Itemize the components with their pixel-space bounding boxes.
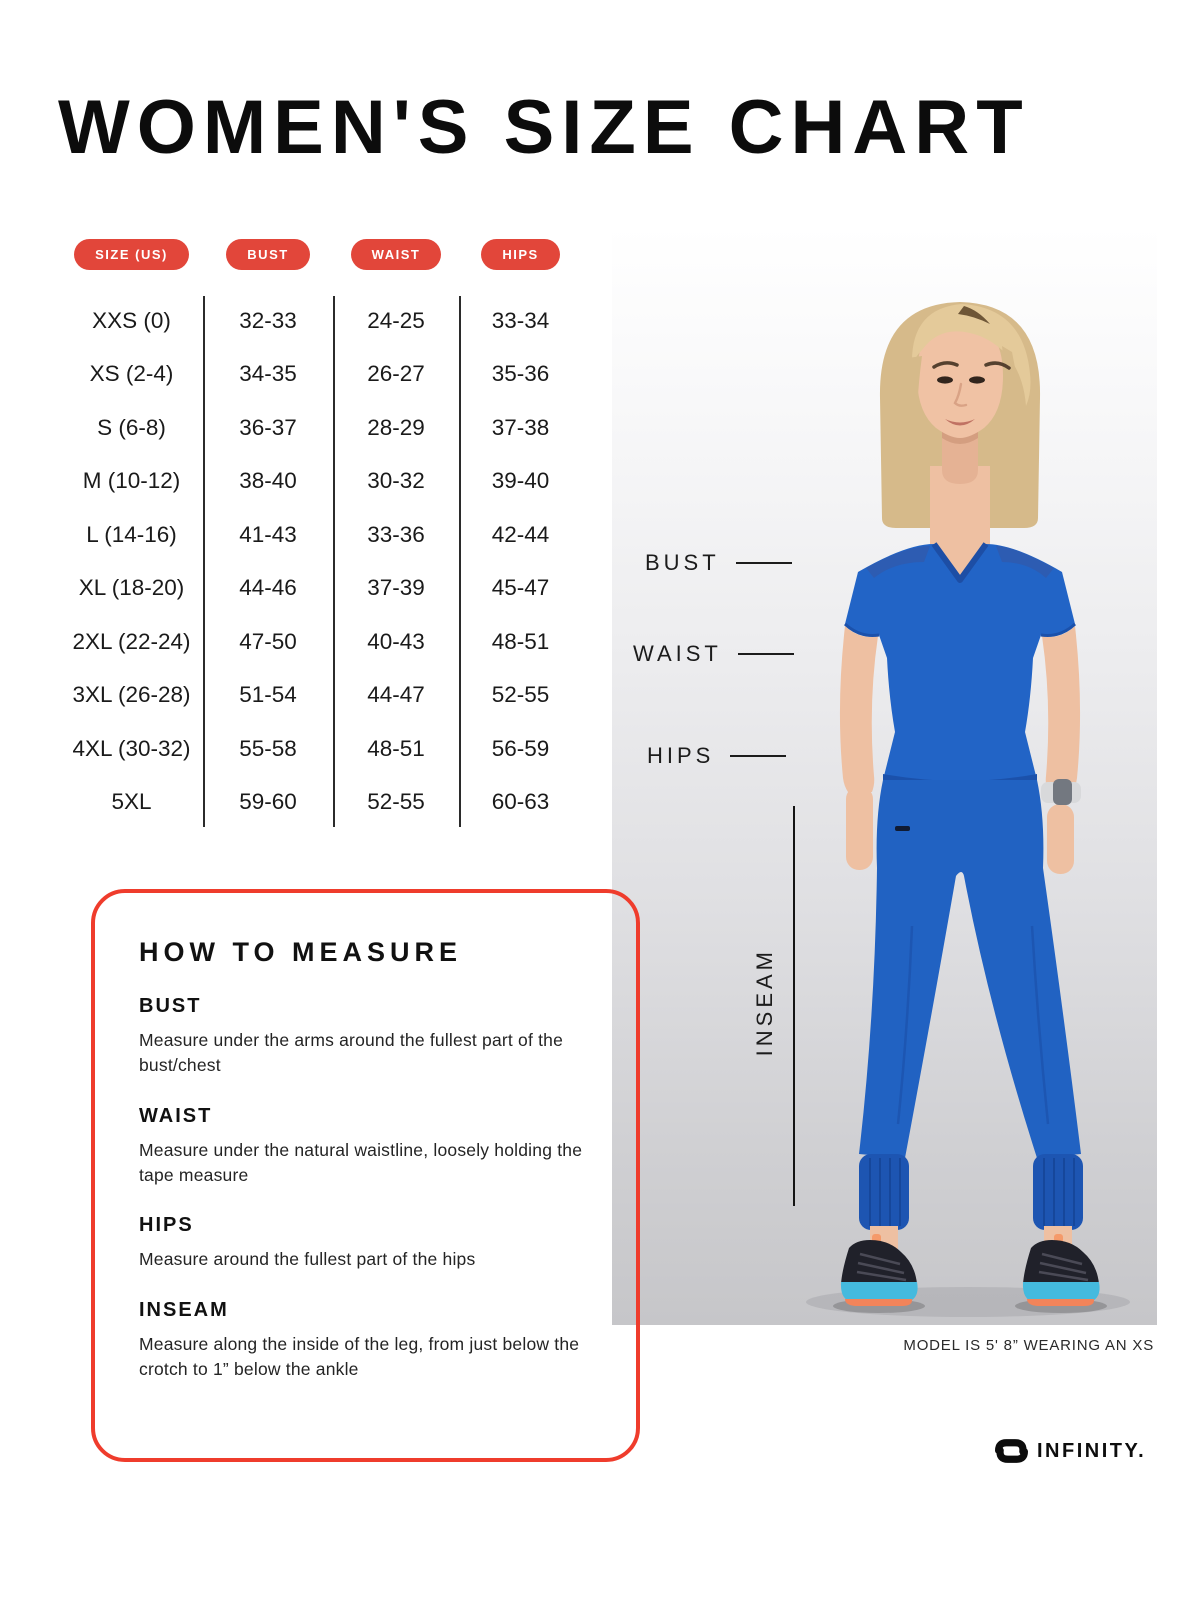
model-caption: MODEL IS 5' 8” WEARING AN XS [903,1337,1154,1354]
measure-section-inseam [139,1299,596,1382]
cell-waist: 24-25 [367,307,425,333]
hips-pointer-label: HIPS [647,743,715,768]
cell-waist: 48-51 [367,735,425,761]
cell-waist: 28-29 [367,414,425,440]
table-row [60,508,582,562]
measure-section-label: BUST [139,995,202,1017]
measure-section-waist [139,1105,596,1188]
cell-bust: 32-33 [239,307,297,333]
table-row [60,776,582,830]
bust-pointer [645,550,792,576]
waist-pointer [633,641,794,667]
size-table-header [60,236,582,272]
cell-hips: 52-55 [491,682,550,708]
measure-section-text: Measure under the arms around the fullest part of the bust/chest [139,1030,564,1075]
header-pill-hips: HIPS [481,239,559,270]
cell-hips: 45-47 [491,575,550,601]
cell-hips: 48-51 [491,628,550,654]
cell-size: 4XL (30-32) [72,735,191,761]
inseam-pointer-label: INSEAM [752,948,777,1057]
brand-wordmark: INFINITY. [1037,1439,1147,1462]
how-to-measure-box [91,889,640,1462]
cell-bust: 34-35 [239,361,297,387]
cell-bust: 41-43 [239,521,297,547]
table-divider [203,296,205,827]
header-pill-size: SIZE (US) [74,239,189,270]
size-table-body [60,294,582,829]
cell-waist: 30-32 [367,468,425,494]
cell-bust: 55-58 [239,735,297,761]
brand-logo [995,1439,1146,1463]
sneaker [833,1234,925,1313]
cell-waist: 33-36 [367,521,425,547]
cell-bust: 47-50 [239,628,297,654]
cell-hips: 33-34 [491,307,550,333]
cell-hips: 37-38 [491,414,550,440]
cell-waist: 26-27 [367,361,425,387]
cell-waist: 40-43 [367,628,425,654]
measure-section-label: INSEAM [139,1299,229,1322]
table-row [60,455,582,509]
bust-pointer-line [736,562,792,564]
header-pill-waist: WAIST [351,239,442,270]
waist-pointer-line [738,653,794,655]
measure-section-hips [139,1214,596,1272]
measure-section-label: WAIST [139,1104,213,1127]
table-divider [459,296,461,827]
cell-size: 5XL [111,789,152,815]
measure-section-bust [139,995,596,1078]
cell-bust: 51-54 [239,682,297,708]
cell-size: XS (2-4) [89,361,174,387]
cell-hips: 56-59 [491,735,550,761]
cell-bust: 59-60 [239,789,297,815]
measure-section-text: Measure under the natural waistline, loosely holding the tape measure [139,1139,583,1185]
cell-size: XXS (0) [92,307,171,333]
cell-waist: 44-47 [367,682,425,708]
cell-waist: 52-55 [367,789,425,815]
cell-hips: 39-40 [491,468,550,494]
cell-waist: 37-39 [367,575,425,601]
cell-bust: 44-46 [239,575,297,601]
cell-size: M (10-12) [82,468,181,494]
cell-hips: 42-44 [491,521,550,547]
cell-hips: 35-36 [491,361,550,387]
cell-size: L (14-16) [86,521,177,547]
cell-bust: 38-40 [239,468,297,494]
table-row [60,294,582,348]
waist-pointer-label: WAIST [633,641,722,666]
size-table [60,236,582,829]
table-row [60,348,582,402]
model-photo [612,226,1157,1325]
cell-size: 3XL (26-28) [72,682,191,708]
cell-size: XL (18-20) [78,575,185,601]
measure-section-text: Measure along the inside of the leg, from just below the crotch to 1” below the ankle [139,1334,580,1380]
measure-section-text: Measure around the fullest part of the hips [139,1249,476,1270]
model-illustration [612,226,1157,1325]
cell-hips: 60-63 [491,789,550,815]
header-pill-bust: BUST [226,239,309,270]
cell-bust: 36-37 [239,414,297,440]
hips-pointer [647,743,786,769]
cell-size: S (6-8) [97,414,166,440]
page-title: WOMEN'S SIZE CHART [58,85,1030,170]
how-to-measure-title: HOW TO MEASURE [139,937,463,967]
table-row [60,669,582,723]
measure-section-label: HIPS [139,1214,194,1237]
table-row [60,562,582,616]
table-divider [333,296,335,827]
table-row [60,401,582,455]
table-row [60,615,582,669]
hips-pointer-line [730,755,786,757]
bust-pointer-label: BUST [645,550,720,575]
inseam-pointer-line [793,806,795,1206]
infinity-logo-icon [995,1439,1028,1463]
cell-size: 2XL (22-24) [72,628,191,654]
table-row [60,722,582,776]
